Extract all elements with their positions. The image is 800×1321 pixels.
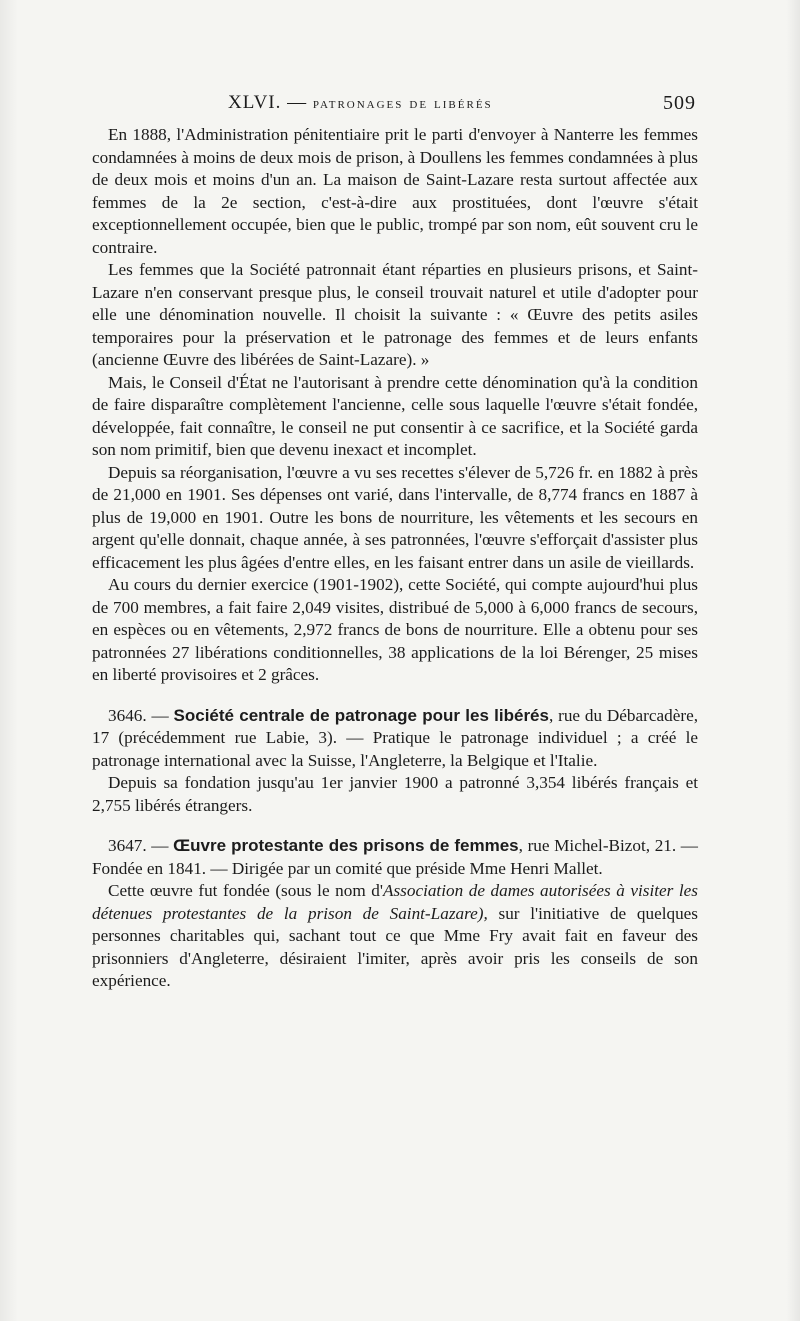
page-number: 509	[663, 92, 696, 114]
running-header	[92, 92, 696, 122]
paragraph-2: Les femmes que la Société patronnait étant réparties en plusieurs prisons, et Saint-Lazare n'en conservant presque plus, le conseil trouvait naturel et utile d'adopter pour elle une dénomination nouvelle. Il choisit la suivante : « Œuvre des petits asiles temporaires pour la préservation et le patronage des femmes et de leurs enfants (ancienne Œuvre des libérées de Saint-Lazare). »	[92, 260, 698, 369]
entry-3647-address: , rue Michel-Bizot, 21. — Fondée en 1841. — Dirigée par un comité que préside Mme Henri Mallet.	[92, 836, 698, 878]
paragraph-5: Au cours du dernier exercice (1901-1902), cette Société, qui compte aujourd'hui plus de 700 membres, a fait faire 2,049 visites, distribué de 5,000 à 6,000 francs de secours, en espèces ou en vêtements, 2,972 francs de bons de nourriture. Elle a obtenu pour ses patronnées 27 libérations conditionnelles, 38 applications de la loi Bérenger, 25 mises en liberté provisoires et 2 grâces.	[92, 575, 698, 684]
header-dash: —	[281, 92, 313, 113]
entry-3646-heading	[92, 705, 698, 773]
running-title	[228, 92, 493, 114]
section-title: patronages de libérés	[312, 95, 493, 112]
entry-3646-number: 3646. —	[108, 705, 174, 725]
entry-3647-heading	[92, 835, 698, 880]
entry-3647-body	[92, 880, 698, 993]
paragraph-4: Depuis sa réorganisation, l'œuvre a vu ses recettes s'élever de 5,726 fr. en 1882 à près de 21,000 en 1901. Ses dépenses ont varié, dans l'intervalle, de 8,774 francs en 1887 à plus de 19,000 en 1901. Outre les bons de nourriture, les vêtements et les secours en argent qu'elle donnait, chaque année, à ses patronnées, l'œuvre s'efforçait d'assister plus efficacement les plus âgées d'entre elles, en les faisant entrer dans un asile de vieillards.	[92, 462, 698, 572]
paragraph-3: Mais, le Conseil d'État ne l'autorisant à prendre cette dénomination qu'à la condition de faire disparaître complètement l'ancienne, celle sous laquelle l'œuvre s'était fondée, développée, fait connaître, le conseil ne put consentir à ce sacrifice, et la Société garda son nom primitif, bien que devenu inexact et incomplet.	[92, 372, 698, 459]
entry-3647-title: Œuvre protestante des prisons de femmes	[173, 836, 519, 855]
entry-3646-title: Société centrale de patronage pour les libérés	[173, 705, 549, 725]
chapter-number: XLVI.	[228, 92, 282, 113]
entry-3647-body-italic: Association de dames autorisées à visiter les détenues protestantes de la prison de Saint-Lazare),	[92, 881, 698, 923]
entry-3646-body: Depuis sa fondation jusqu'au 1er janvier 1900 a patronné 3,354 libérés français et 2,755 libérés étrangers.	[92, 773, 698, 815]
entry-3647-number: 3647. —	[108, 836, 174, 855]
paragraph-1: En 1888, l'Administration pénitentiaire prit le parti d'envoyer à Nanterre les femmes condamnées à moins de deux mois de prison, à Doullens les femmes condamnées à plus de deux mois et moins d'un an. La maison de Saint-Lazare resta surtout affectée aux femmes de la 2e section, c'est-à-dire aux prostituées, dont l'œuvre s'était exceptionnellement occupée, bien que le public, trompé par son nom, eût souvent cru le contraire.	[92, 125, 698, 257]
entry-3646-address: , rue du Débarcadère, 17 (précédemment rue Labie, 3). — Pratique le patronage individuel ; a créé le patronage international avec la Suisse, l'Angleterre, la Belgique et l'Italie.	[92, 705, 699, 770]
entry-3647-body-end: sur l'initiative de quelques personnes charitables qui, sachant tout ce que Mme Fry avait fait en faveur des prisonniers d'Angleterre, désiraient l'imiter, après avoir pris les conseils de son expérience.	[92, 903, 698, 990]
body-text	[92, 124, 698, 993]
entry-3647-body-start: Cette œuvre fut fondée (sous le nom d'	[108, 881, 383, 900]
